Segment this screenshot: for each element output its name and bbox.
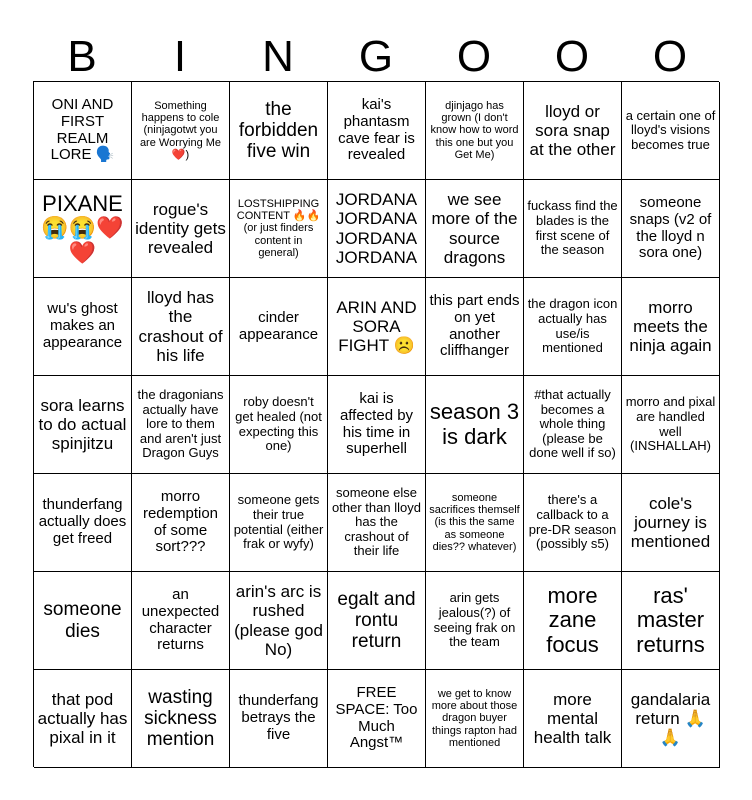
bingo-cell[interactable]: Something happens to cole (ninjagotwt you are Worrying Me ❤️) [132,82,230,180]
bingo-cell[interactable]: this part ends on yet another cliffhanger [426,278,524,376]
header-letter-o3: O [652,32,688,81]
bingo-cell[interactable]: wasting sickness mention [132,670,230,768]
bingo-cell[interactable]: season 3 is dark [426,376,524,474]
bingo-cell[interactable]: someone else other than lloyd has the crashout of their life [328,474,426,572]
header-letter-g: G [358,32,394,81]
bingo-cell[interactable]: we see more of the source dragons [426,180,524,278]
bingo-cell[interactable]: LOSTSHIPPING CONTENT 🔥🔥 (or just finders content in general) [230,180,328,278]
bingo-cell[interactable]: arin gets jealous(?) of seeing frak on the team [426,572,524,670]
bingo-cell[interactable]: roby doesn't get healed (not expecting this one) [230,376,328,474]
bingo-cell[interactable]: lloyd or sora snap at the other [524,82,622,180]
header-letter-o2: O [554,32,590,81]
bingo-cell[interactable]: an unexpected character returns [132,572,230,670]
bingo-cell[interactable]: sora learns to do actual spinjitzu [34,376,132,474]
bingo-cell[interactable]: rogue's identity gets revealed [132,180,230,278]
header-letter-n: N [262,32,294,81]
bingo-cell[interactable]: arin's arc is rushed (please god No) [230,572,328,670]
bingo-cell[interactable]: ONI AND FIRST REALM LORE 🗣️ [34,82,132,180]
bingo-cell[interactable]: someone snaps (v2 of the lloyd n sora one) [622,180,720,278]
bingo-cell[interactable]: kai's phantasm cave fear is revealed [328,82,426,180]
bingo-cell[interactable]: a certain one of lloyd's visions becomes true [622,82,720,180]
bingo-cell[interactable]: the dragon icon actually has use/is mentioned [524,278,622,376]
bingo-cell[interactable]: there's a callback to a pre-DR season (possibly s5) [524,474,622,572]
bingo-cell[interactable]: the dragonians actually have lore to them and aren't just Dragon Guys [132,376,230,474]
header-letter-i: I [173,32,187,81]
bingo-cell[interactable]: gandalaria return 🙏🙏 [622,670,720,768]
bingo-cell[interactable]: kai is affected by his time in superhell [328,376,426,474]
bingo-cell[interactable]: PIXANE 😭😭❤️❤️ [34,180,132,278]
bingo-cell[interactable]: cinder appearance [230,278,328,376]
bingo-cell[interactable]: djinjago has grown (I don't know how to word this one but you Get Me) [426,82,524,180]
bingo-cell[interactable]: morro redemption of some sort??? [132,474,230,572]
bingo-header [33,30,719,84]
bingo-cell[interactable]: the forbidden five win [230,82,328,180]
bingo-cell[interactable]: ras' master returns [622,572,720,670]
bingo-cell[interactable]: more mental health talk [524,670,622,768]
bingo-cell[interactable]: someone gets their true potential (either frak or wyfy) [230,474,328,572]
bingo-cell[interactable]: #that actually becomes a whole thing (please be done well if so) [524,376,622,474]
bingo-cell[interactable]: egalt and rontu return [328,572,426,670]
bingo-cell[interactable]: cole's journey is mentioned [622,474,720,572]
bingo-cell[interactable]: thunderfang betrays the five [230,670,328,768]
bingo-cell[interactable]: someone dies [34,572,132,670]
free-space-cell[interactable]: FREE SPACE: Too Much Angst™ [328,670,426,768]
bingo-cell[interactable]: that pod actually has pixal in it [34,670,132,768]
bingo-cell[interactable]: thunderfang actually does get freed [34,474,132,572]
bingo-cell[interactable]: morro meets the ninja again [622,278,720,376]
bingo-cell[interactable]: we get to know more about those dragon buyer things rapton had mentioned [426,670,524,768]
bingo-cell[interactable]: JORDANA JORDANA JORDANA JORDANA [328,180,426,278]
bingo-cell[interactable]: fuckass find the blades is the first scene of the season [524,180,622,278]
bingo-cell[interactable]: wu's ghost makes an appearance [34,278,132,376]
header-letter-b: B [67,32,97,81]
header-letter-o1: O [456,32,492,81]
bingo-cell[interactable]: more zane focus [524,572,622,670]
bingo-cell[interactable]: someone sacrifices themself (is this the same as someone dies?? whatever) [426,474,524,572]
bingo-cell[interactable]: lloyd has the crashout of his life [132,278,230,376]
bingo-cell[interactable]: ARIN AND SORA FIGHT ☹️ [328,278,426,376]
bingo-grid [33,81,719,767]
bingo-cell[interactable]: morro and pixal are handled well (INSHALLAH) [622,376,720,474]
